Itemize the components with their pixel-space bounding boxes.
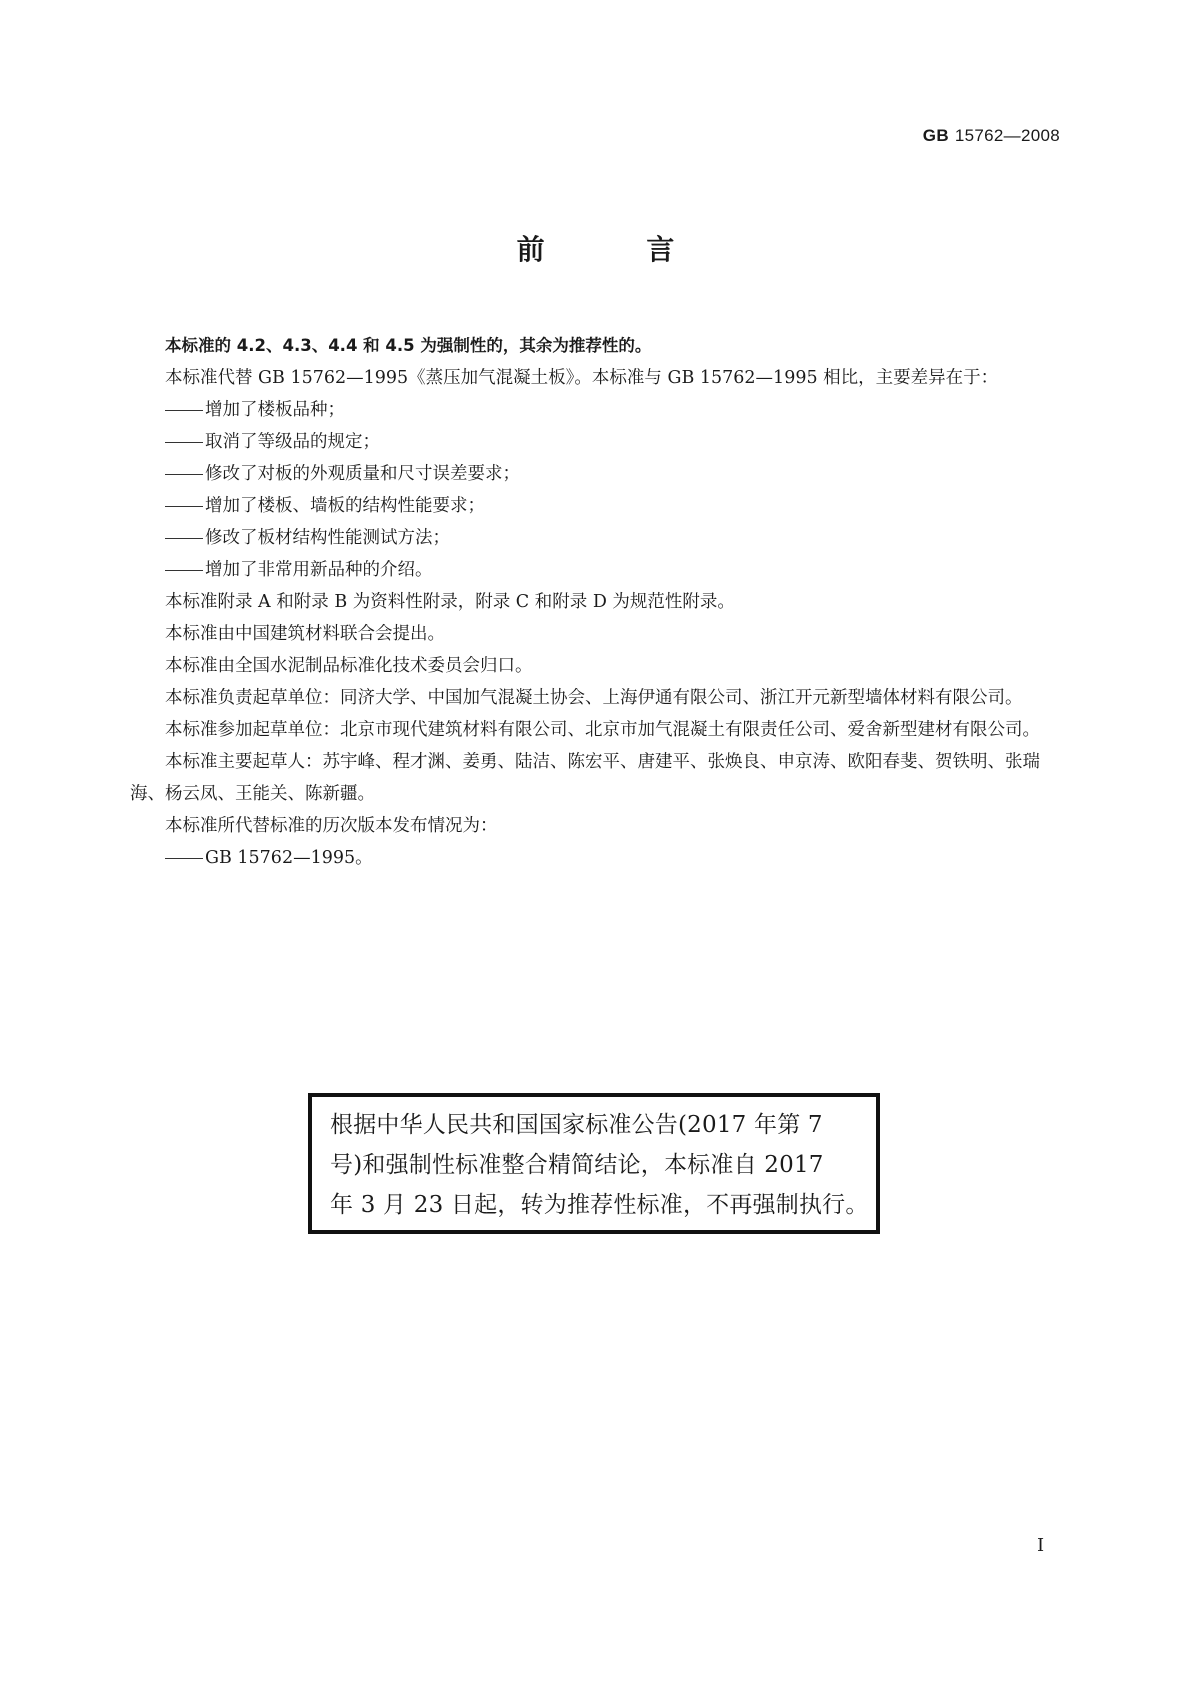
dash-mark	[165, 442, 203, 443]
dash-mark	[165, 506, 203, 507]
history-intro-paragraph: 本标准所代替标准的历次版本发布情况为：	[165, 816, 498, 836]
change-item	[130, 554, 1060, 586]
change-item	[130, 426, 1060, 458]
change-item-text: 取消了等级品的规定；	[205, 432, 380, 452]
replaces-paragraph: 本标准代替 GB 15762—1995《蒸压加气混凝土板》。本标准与 GB 15762—1995 相比，主要差异在于：	[165, 368, 999, 388]
change-item-text: 修改了板材结构性能测试方法；	[205, 528, 450, 548]
centralized-by-paragraph: 本标准由全国水泥制品标准化技术委员会归口。	[165, 656, 533, 676]
notice-box	[308, 1093, 880, 1234]
change-item-text: 增加了楼板品种；	[205, 400, 345, 420]
dash-mark	[165, 858, 203, 859]
foreword-body	[130, 330, 1060, 874]
notice-line: 年 3 月 23 日起，转为推荐性标准，不再强制执行。	[330, 1192, 869, 1218]
history-item-text: GB 15762—1995。	[205, 848, 373, 868]
drafters-paragraph: 本标准主要起草人：苏宇峰、程才渊、姜勇、陆洁、陈宏平、唐建平、张焕良、申京涛、欧阳春斐、贺铁明、张瑞海、杨云凤、王能关、陈新疆。	[130, 752, 1040, 804]
drafting-units-paragraph: 本标准负责起草单位：同济大学、中国加气混凝土协会、上海伊通有限公司、浙江开元新型墙体材料有限公司。	[165, 688, 1023, 708]
change-item	[130, 394, 1060, 426]
dash-mark	[165, 474, 203, 475]
standard-prefix: GB	[922, 126, 949, 145]
notice-line: 号)和强制性标准整合精简结论，本标准自 2017	[330, 1152, 824, 1178]
dash-mark	[165, 410, 203, 411]
history-item	[130, 842, 1060, 874]
standard-code	[923, 126, 1060, 146]
change-item	[130, 490, 1060, 522]
page-title: 前 言	[516, 233, 721, 266]
proposed-by-paragraph: 本标准由中国建筑材料联合会提出。	[165, 624, 445, 644]
change-item-text: 增加了楼板、墙板的结构性能要求；	[205, 496, 485, 516]
page-number: I	[1037, 1535, 1045, 1556]
change-item	[130, 458, 1060, 490]
mandatory-note: 本标准的 4.2、4.3、4.4 和 4.5 为强制性的，其余为推荐性的。	[165, 336, 652, 355]
change-item-text: 修改了对板的外观质量和尺寸误差要求；	[205, 464, 520, 484]
dash-mark	[165, 570, 203, 571]
annex-paragraph: 本标准附录 A 和附录 B 为资料性附录，附录 C 和附录 D 为规范性附录。	[165, 592, 735, 612]
change-item	[130, 522, 1060, 554]
participating-units-paragraph: 本标准参加起草单位：北京市现代建筑材料有限公司、北京市加气混凝土有限责任公司、爱舍新型建材有限公司。	[165, 720, 1040, 740]
notice-line: 根据中华人民共和国国家标准公告(2017 年第 7	[330, 1112, 823, 1138]
change-item-text: 增加了非常用新品种的介绍。	[205, 560, 433, 580]
dash-mark	[165, 538, 203, 539]
standard-number: 15762—2008	[954, 126, 1060, 145]
